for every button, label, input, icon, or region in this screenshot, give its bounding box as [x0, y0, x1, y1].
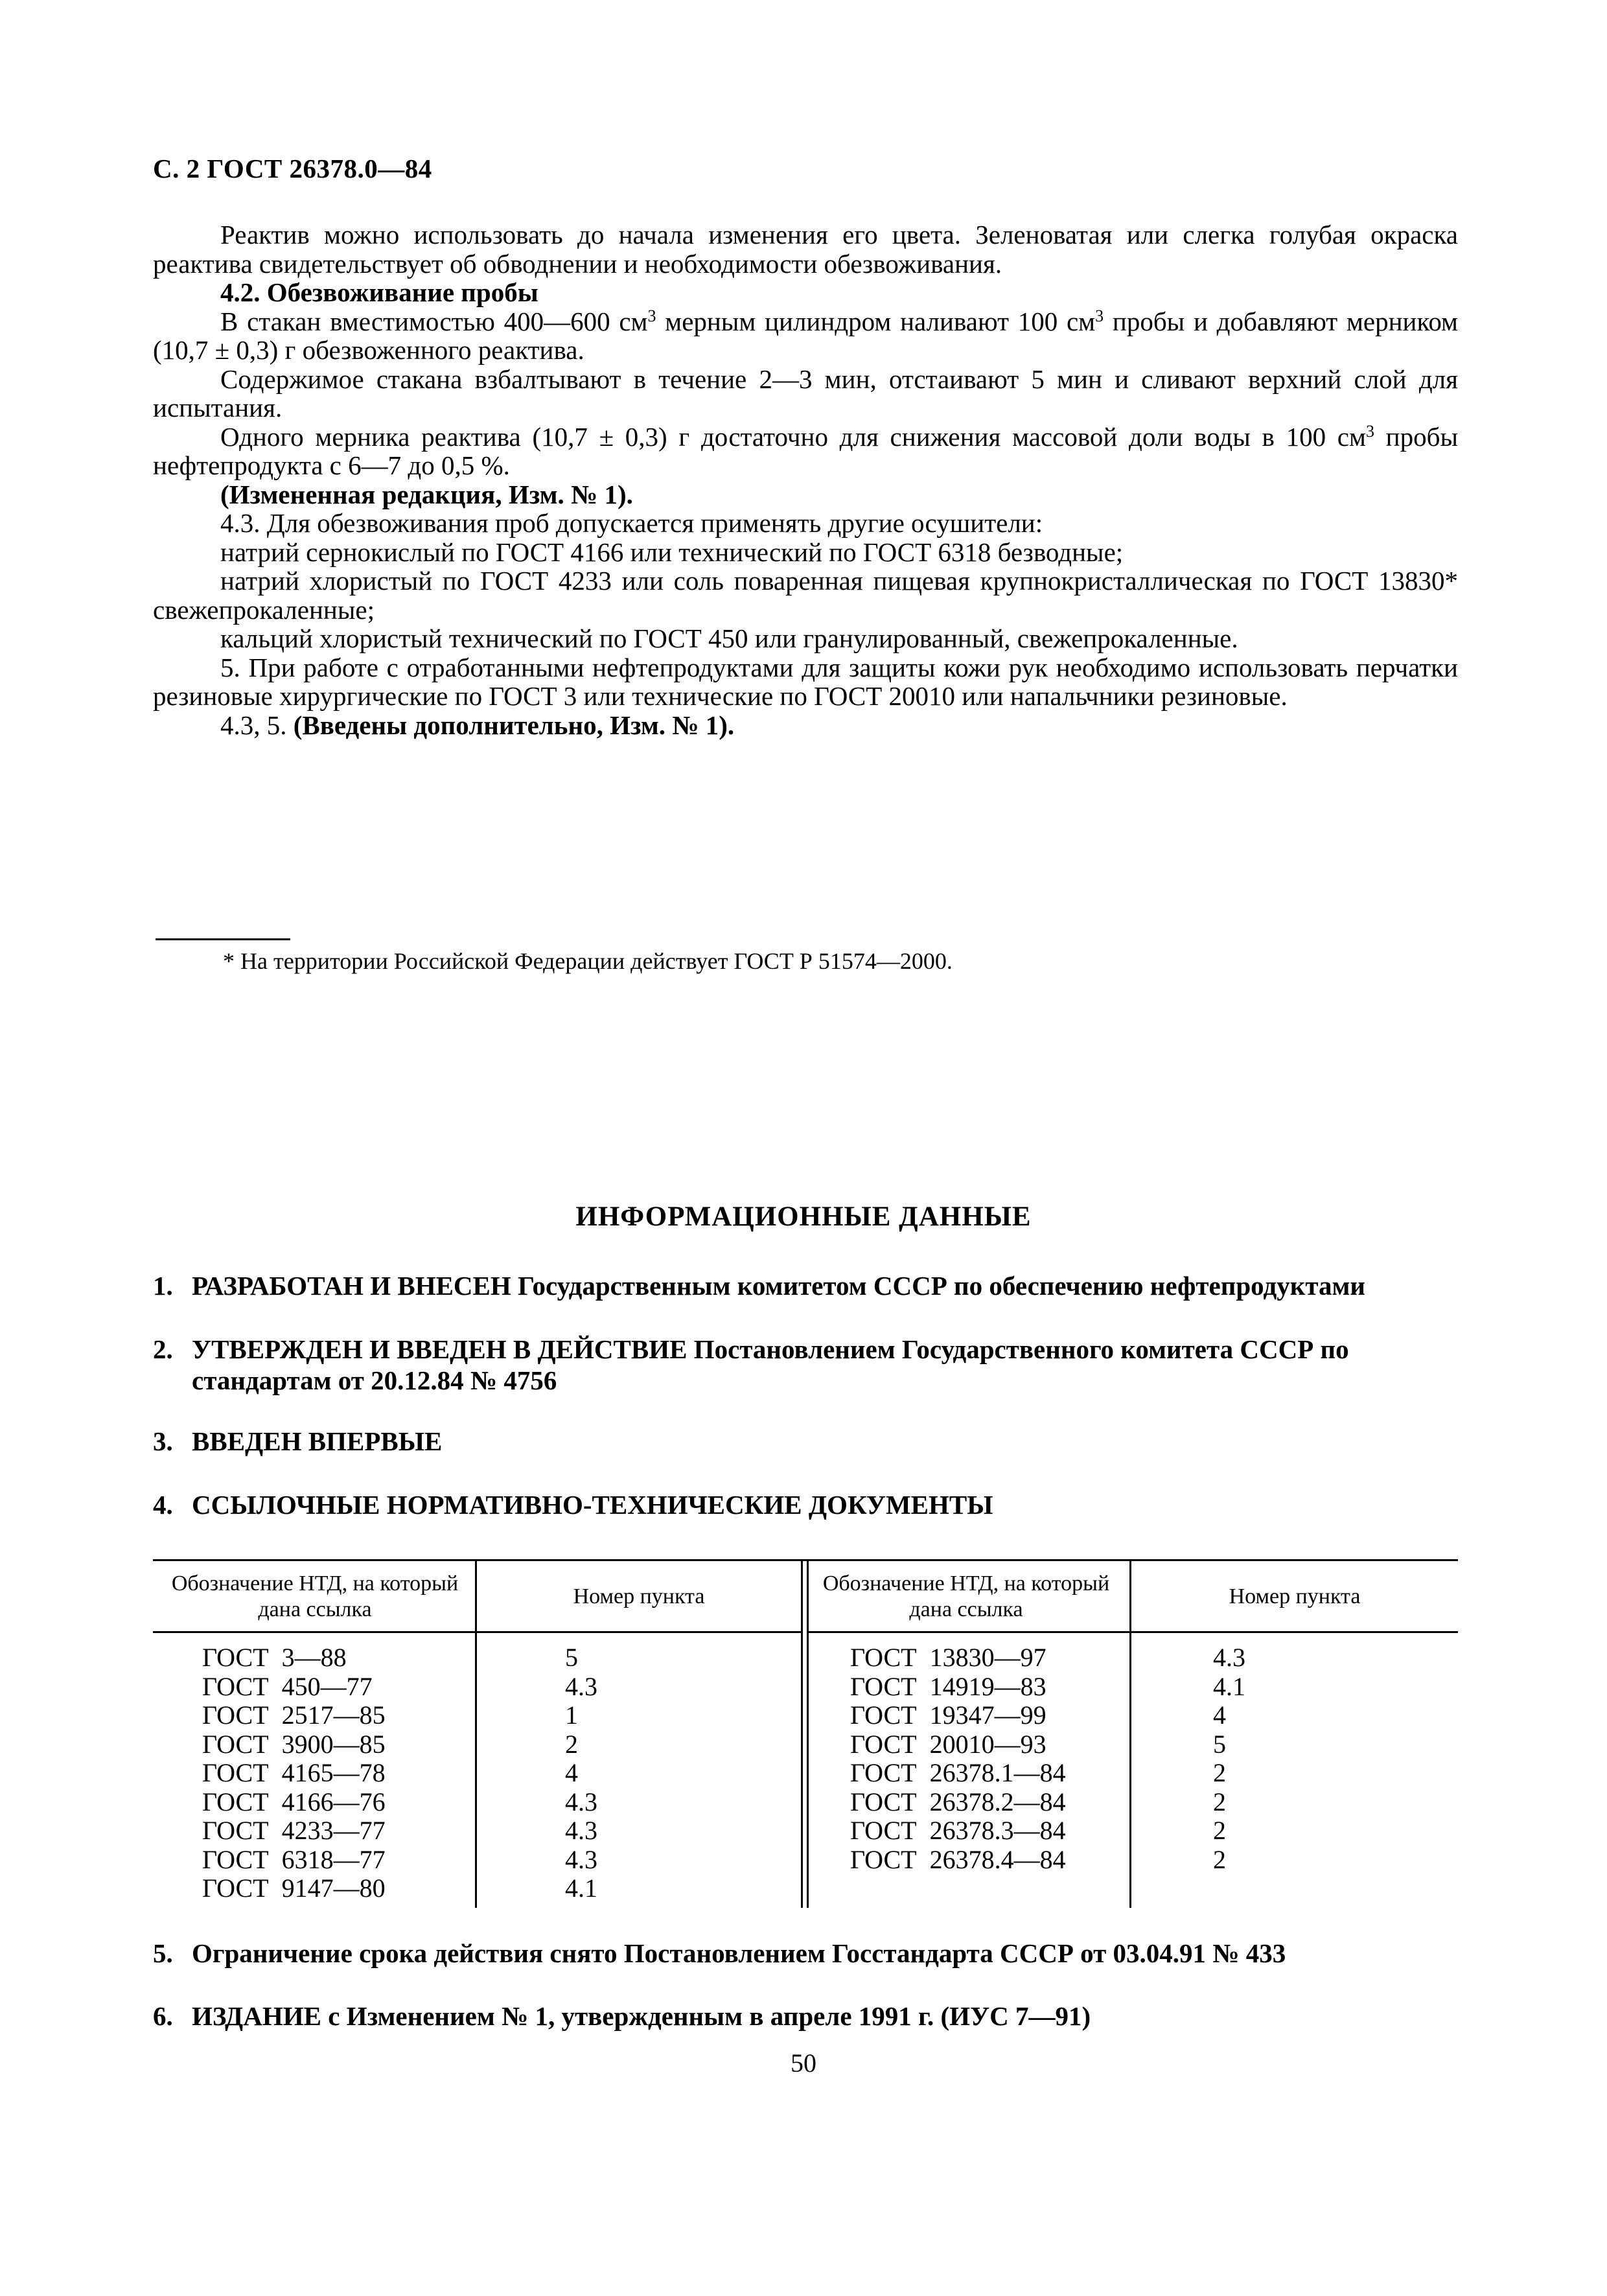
table-cell: 4.3 — [565, 1671, 597, 1701]
table-cell: 2 — [565, 1729, 578, 1759]
info-item: 5. Ограничение срока действия снято Постановлением Госстандарта СССР от 03.04.91 № 433 — [153, 1938, 1286, 1968]
table-column-right-items — [1213, 1643, 1245, 1874]
table-header-doc: Обозначение НТД, на который дана ссылка — [171, 1571, 459, 1621]
info-item: 6. ИЗДАНИЕ с Изменением № 1, утвержденным в апреле 1991 г. (ИУС 7—91) — [153, 2001, 1091, 2031]
table-cell: ГОСТ 4233—77 — [202, 1816, 386, 1845]
table-header-item: Номер пункта — [573, 1584, 705, 1608]
amendment-note: (Измененная редакция, Изм. № 1). — [220, 479, 633, 509]
table-cell: ГОСТ 2517—85 — [202, 1700, 386, 1730]
table-header-item: Номер пункта — [1229, 1584, 1361, 1608]
table-cell: 4.3 — [565, 1787, 597, 1816]
table-cell: 4.1 — [1213, 1671, 1245, 1701]
table-cell: 5 — [565, 1643, 578, 1672]
page-number: 50 — [791, 2048, 816, 2078]
body-text — [153, 220, 1458, 739]
table-cell: ГОСТ 26378.4—84 — [850, 1844, 1066, 1874]
paragraph: В стакан вместимостью 400—600 $см^3$ мерным цилиндром наливают 100 $см^3$ пробы и добавляют мерником (10,7 ± 0,3) г обезвоженного реактива. — [153, 306, 1458, 365]
table-cell: 4 — [1213, 1700, 1226, 1730]
paragraph: кальций хлористый технический по ГОСТ 450 или гранулированный, свежепрокаленные. — [220, 623, 1238, 653]
table-cell: 4 — [565, 1758, 578, 1787]
table-cell: ГОСТ 26378.1—84 — [850, 1758, 1066, 1787]
table-cell: ГОСТ 450—77 — [202, 1671, 373, 1701]
table-header-doc: Обозначение НТД, на который дана ссылка — [822, 1571, 1110, 1621]
paragraph: Содержимое стакана взбалтывают в течение 2—3 мин, отстаивают 5 мин и сливают верхний слой для испытания. — [153, 364, 1458, 423]
info-item: 4. ССЫЛОЧНЫЕ НОРМАТИВНО-ТЕХНИЧЕСКИЕ ДОКУМЕНТЫ — [153, 1490, 993, 1520]
table-cell: ГОСТ 6318—77 — [202, 1844, 386, 1874]
table-cell: 2 — [1213, 1844, 1226, 1874]
paragraph: 4.3. Для обезвоживания проб допускается применять другие осушители: — [220, 508, 1043, 538]
amendment-note: 4.3, 5. (Введены дополнительно, Изм. № 1). — [220, 710, 735, 740]
table-double-divider — [801, 1559, 809, 1908]
paragraph: Реактив можно использовать до начала изменения его цвета. Зеленоватая или слегка голубая окраска реактива свидетельствует об обводнении и необходимости обезвоживания. — [153, 220, 1458, 279]
info-item: 1. РАЗРАБОТАН И ВНЕСЕН Государственным комитетом СССР по обеспечению нефтепродуктами — [153, 1271, 1366, 1301]
table-cell: ГОСТ 14919—83 — [850, 1671, 1046, 1701]
table-cell: ГОСТ 20010—93 — [850, 1729, 1046, 1759]
references-table — [153, 1559, 1458, 1908]
table-cell: ГОСТ 13830—97 — [850, 1643, 1046, 1672]
table-cell: ГОСТ 9147—80 — [202, 1873, 386, 1903]
table-cell: 2 — [1213, 1758, 1226, 1787]
table-cell: ГОСТ 4166—76 — [202, 1787, 386, 1816]
paragraph: 5. При работе с отработанными нефтепродуктами для защиты кожи рук необходимо использовать перчатки резиновые хирургические по ГОСТ 3 или технические по ГОСТ 20010 или напальчники резиновые. — [153, 652, 1458, 711]
info-item: 3. ВВЕДЕН ВПЕРВЫЕ — [153, 1426, 443, 1456]
table-header-rule — [807, 1631, 1458, 1633]
table-cell: 4.3 — [1213, 1643, 1245, 1672]
table-cell: 2 — [1213, 1816, 1226, 1845]
table-header-rule — [153, 1631, 801, 1633]
footnote: * На территории Российской Федерации действует ГОСТ Р 51574—2000. — [223, 948, 953, 974]
table-cell: 1 — [565, 1700, 578, 1730]
table-cell: 4.3 — [565, 1816, 597, 1845]
info-item: 2. УТВЕРЖДЕН И ВВЕДЕН В ДЕЙСТВИЕ Постановлением Государственного комитета СССР по стандартам от 20.12.84 № 4756 — [153, 1334, 1349, 1395]
page-header: С. 2 ГОСТ 26378.0—84 — [153, 154, 432, 183]
table-cell: 5 — [1213, 1729, 1226, 1759]
table-cell: ГОСТ 3—88 — [202, 1643, 347, 1672]
table-column-left-docs — [202, 1643, 386, 1903]
paragraph: натрий хлористый по ГОСТ 4233 или соль поваренная пищевая крупнокристаллическая по ГОСТ 13830* свежепрокаленные; — [153, 566, 1458, 625]
table-cell: 4.3 — [565, 1844, 597, 1874]
table-cell: ГОСТ 19347—99 — [850, 1700, 1046, 1730]
table-column-right-docs — [850, 1643, 1066, 1874]
footnote-divider — [156, 938, 290, 940]
table-cell: ГОСТ 3900—85 — [202, 1729, 386, 1759]
table-cell: 4.1 — [565, 1873, 597, 1903]
paragraph: Одного мерника реактива (10,7 ± 0,3) г достаточно для снижения массовой доли воды в 100 $см^3$ пробы нефтепродукта с 6—7 до 0,5 %. — [153, 421, 1458, 480]
table-cell: ГОСТ 4165—78 — [202, 1758, 386, 1787]
paragraph: натрий сернокислый по ГОСТ 4166 или технический по ГОСТ 6318 безводные; — [220, 537, 1124, 567]
table-cell: ГОСТ 26378.3—84 — [850, 1816, 1066, 1845]
table-column-left-items — [565, 1643, 597, 1903]
info-section-title: ИНФОРМАЦИОННЫЕ ДАННЫЕ — [575, 1201, 1032, 1232]
section-heading: 4.2. Обезвоживание пробы — [220, 277, 538, 307]
table-cell: ГОСТ 26378.2—84 — [850, 1787, 1066, 1816]
table-cell: 2 — [1213, 1787, 1226, 1816]
